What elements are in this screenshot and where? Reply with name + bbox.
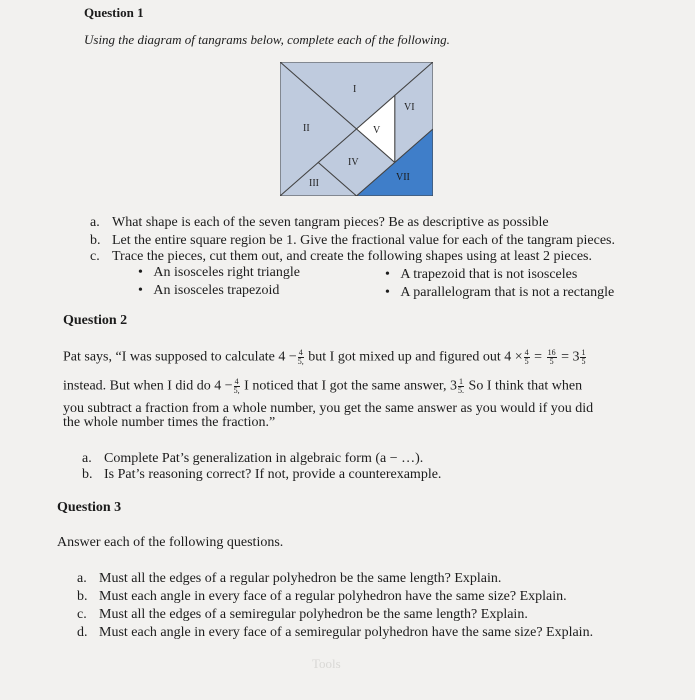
q2-item-a: a. Complete Pat’s generalization in algebraic form (a − …). bbox=[82, 451, 424, 466]
q3-item-c: c. Must all the edges of a semiregular polyhedron be the same length? Explain. bbox=[77, 607, 528, 622]
q3-item-b: b. Must each angle in every face of a regular polyhedron have the same size? Explain. bbox=[77, 589, 567, 604]
q2-line-4: the whole number times the fraction.” bbox=[63, 415, 276, 430]
q1-item-a: a. What shape is each of the seven tangram pieces? Be as descriptive as possible bbox=[90, 215, 549, 230]
q2-line-3: you subtract a fraction from a whole number, you get the same answer as you would if you did bbox=[63, 401, 594, 416]
question-2-title: Question 2 bbox=[63, 313, 128, 328]
bullet-left-1: • An isosceles right triangle bbox=[138, 265, 300, 280]
piece-label-III: III bbox=[309, 178, 319, 189]
q2-line-1: Pat says, “I was supposed to calculate 4 − $\frac{4}{5,}$ but I got mixed up and figured out 4 × $\frac{4}{5}$ = $\frac{16}{5}$ = 3 $\frac{1}{5}$ bbox=[63, 348, 586, 366]
q3-item-a: a. Must all the edges of a regular polyhedron be the same length? Explain. bbox=[77, 571, 502, 586]
piece-label-VII: VII bbox=[396, 172, 410, 183]
piece-label-VI: VI bbox=[404, 102, 415, 113]
bullet-right-2: • A parallelogram that is not a rectangle bbox=[385, 285, 615, 300]
bullet-right-1: • A trapezoid that is not isosceles bbox=[385, 267, 578, 282]
q3-item-d: d. Must each angle in every face of a semiregular polyhedron have the same size? Explain. bbox=[77, 625, 594, 640]
q2-item-b: b. Is Pat’s reasoning correct? If not, provide a counterexample. bbox=[82, 467, 442, 482]
piece-label-I: I bbox=[353, 84, 357, 95]
bullet-left-2: • An isosceles trapezoid bbox=[138, 283, 280, 298]
question-3-intro: Answer each of the following questions. bbox=[57, 535, 284, 550]
faint-footer-text: Tools bbox=[312, 656, 341, 671]
q1-item-c: c. Trace the pieces, cut them out, and create the following shapes using at least 2 pieces. bbox=[90, 249, 592, 264]
question-1-title: Question 1 bbox=[84, 5, 144, 20]
piece-label-IV: IV bbox=[348, 157, 359, 168]
piece-label-V: V bbox=[373, 125, 381, 136]
piece-label-II: II bbox=[303, 123, 310, 134]
question-1-intro: Using the diagram of tangrams below, complete each of the following. bbox=[84, 32, 450, 47]
q2-line-2: instead. But when I did do 4 − $\frac{4}{5,}$ I noticed that I got the same answer, 3 $\frac{1}{5.}$ So I think that when bbox=[63, 377, 583, 395]
question-3-title: Question 3 bbox=[57, 500, 122, 515]
tangram-diagram bbox=[280, 62, 433, 196]
q1-item-b: b. Let the entire square region be 1. Give the fractional value for each of the tangram pieces. bbox=[90, 233, 615, 248]
